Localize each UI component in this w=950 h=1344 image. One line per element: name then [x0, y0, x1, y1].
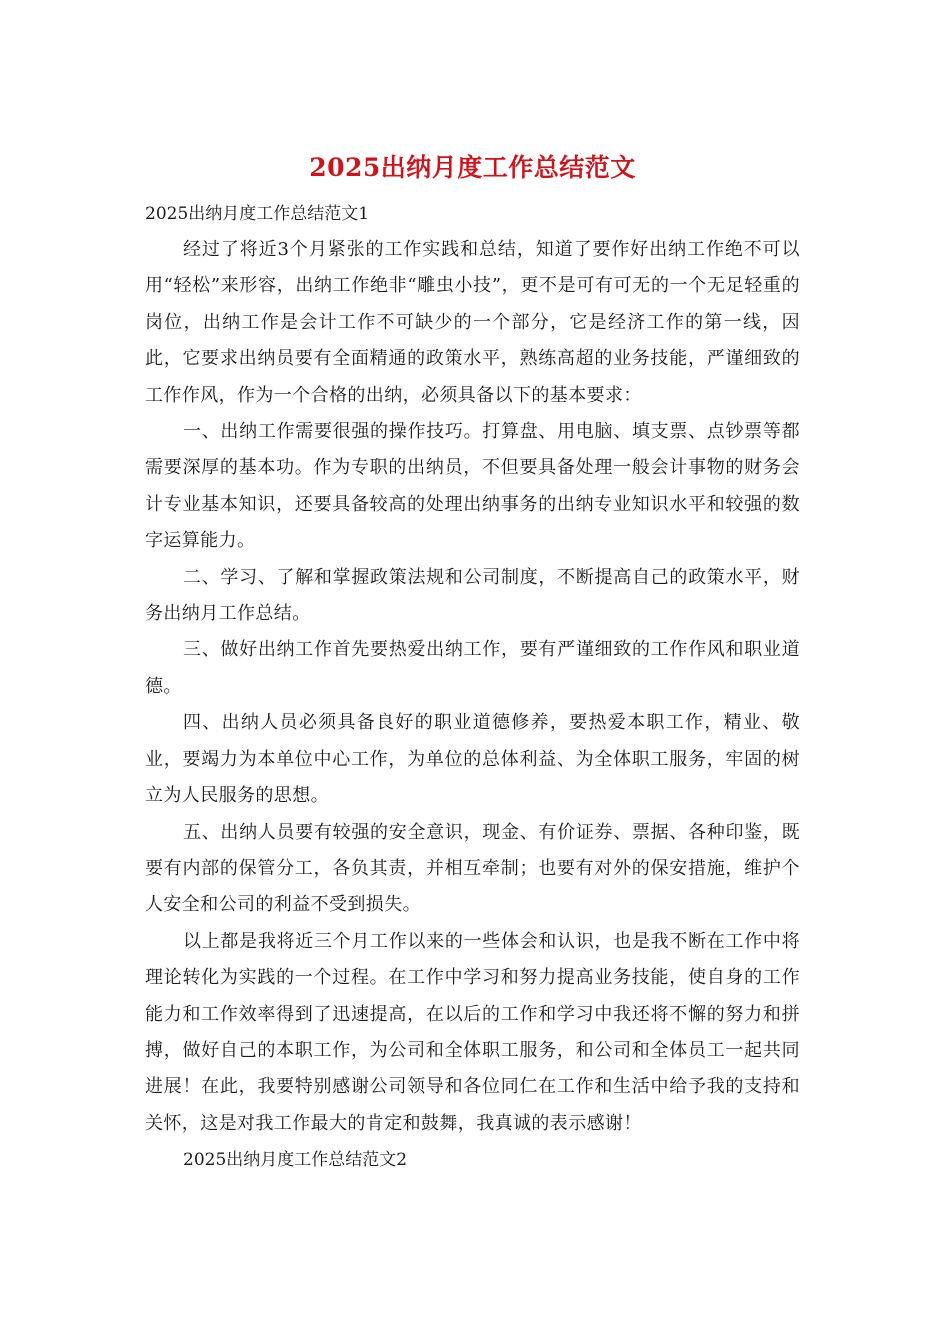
document-title: 2025出纳月度工作总结范文 — [309, 153, 636, 182]
section-heading-1: 2025出纳月度工作总结范文1 — [145, 204, 370, 224]
paragraph-point-3: 三、做好出纳工作首先要热爱出纳工作，要有严谨细致的工作作风和职业道德。 — [145, 639, 800, 697]
document-page — [145, 148, 800, 1178]
paragraph-conclusion: 以上都是我将近三个月工作以来的一些体会和认识，也是我不断在工作中将理论转化为实践的一个过程。在工作中学习和努力提高业务技能，使自身的工作能力和工作效率得到了迅速提高，在以后的工作和学习中我还将不懈的努力和拼搏，做好自己的本职工作，为公司和全体职工服务，和公司和全体员工一起共同进展！在此，我要特别感谢公司领导和各位同仁在工作和生活中给予我的支持和关怀，这是对我工作最大的肯定和鼓舞，我真诚的表示感谢！ — [145, 930, 800, 1134]
paragraph-point-1: 一、出纳工作需要很强的操作技巧。打算盘、用电脑、填支票、点钞票等都需要深厚的基本功。作为专职的出纳员，不但要具备处理一般会计事物的财务会计专业基本知识，还要具备较高的处理出纳事务的出纳专业知识水平和较强的数字运算能力。 — [145, 421, 800, 552]
paragraph-intro: 经过了将近3个月紧张的工作实践和总结，知道了要作好出纳工作绝不可以用“轻松”来形容，出纳工作绝非“雕虫小技”，更不是可有可无的一个无足轻重的岗位，出纳工作是会计工作不可缺少的一个部分，它是经济工作的第一线，因此，它要求出纳员要有全面精通的政策水平，熟练高超的业务技能，严谨细致的工作作风，作为一个合格的出纳，必须具备以下的基本要求： — [145, 239, 800, 406]
paragraph-point-2: 二、学习、了解和掌握政策法规和公司制度，不断提高自己的政策水平，财务出纳月工作总结。 — [145, 566, 800, 625]
section-heading-2: 2025出纳月度工作总结范文2 — [183, 1150, 408, 1171]
paragraph-point-5: 五、出纳人员要有较强的安全意识，现金、有价证券、票据、各种印鉴，既要有内部的保管分工，各负其责，并相互牵制；也要有对外的保安措施，维护个人安全和公司的利益不受到损失。 — [145, 821, 800, 916]
paragraph-point-4: 四、出纳人员必须具备良好的职业道德修养，要热爱本职工作，精业、敬业，要竭力为本单位中心工作，为单位的总体利益、为全体职工服务，牢固的树立为人民服务的思想。 — [145, 712, 800, 807]
